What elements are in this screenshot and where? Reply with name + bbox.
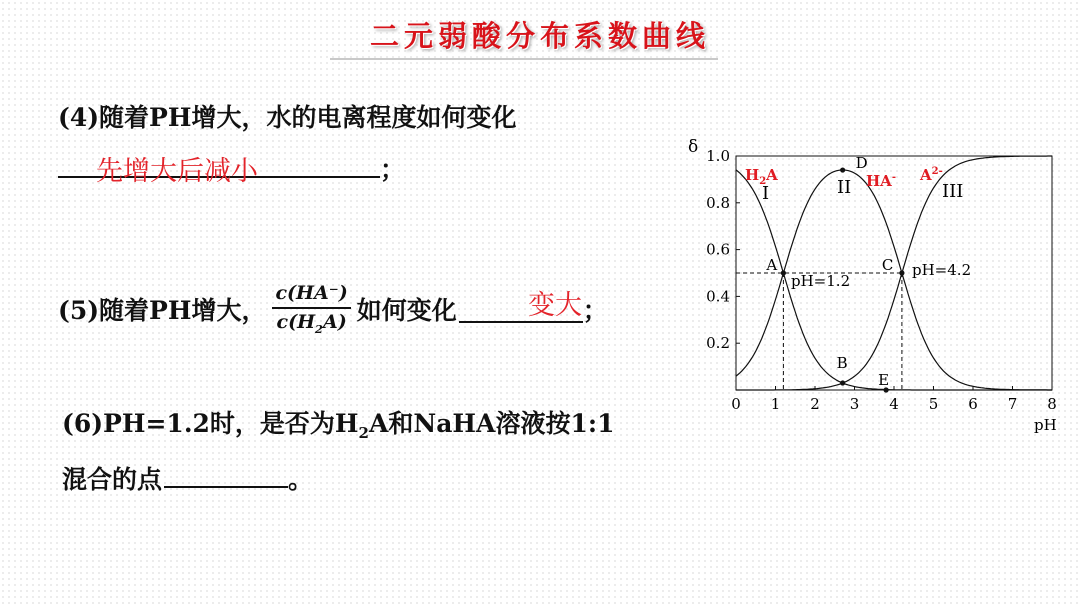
label-roman-ii: II bbox=[837, 177, 852, 198]
x-tick-label: 8 bbox=[1047, 395, 1057, 413]
x-tick-label: 5 bbox=[928, 395, 939, 413]
page-title: 二元弱酸分布系数曲线 bbox=[369, 19, 710, 53]
question-6: (6)PH=1.2时，是否为$H_2A$和NaHA溶液按1:1 bbox=[62, 409, 615, 442]
point-d bbox=[840, 167, 845, 172]
point-label-b: B bbox=[836, 353, 848, 372]
label-roman-iii: III bbox=[942, 181, 964, 202]
x-tick-label: 2 bbox=[810, 395, 820, 413]
point-a bbox=[781, 270, 786, 275]
y-tick-label: 0.4 bbox=[706, 287, 730, 306]
curve-h2a bbox=[736, 170, 1052, 390]
q5-suffix: 如何变化 bbox=[356, 295, 457, 325]
x-tick-label: 3 bbox=[849, 395, 860, 413]
y-tick-label: 1.0 bbox=[706, 147, 730, 165]
point-label-a: A bbox=[766, 256, 778, 274]
x-tick-label: 6 bbox=[968, 395, 978, 413]
point-label-c: C bbox=[881, 256, 894, 274]
y-tick-label: 0.6 bbox=[706, 240, 730, 259]
point-label-e: E bbox=[878, 371, 890, 389]
point-label-d: D bbox=[855, 154, 868, 173]
q5-terminal: ； bbox=[582, 295, 608, 325]
x-tick-label: 0 bbox=[731, 395, 741, 413]
series-label-a2: $A^{2-}$ bbox=[920, 166, 943, 184]
fraction-numerator: c(HA⁻) bbox=[272, 282, 350, 309]
label-roman-i: I bbox=[762, 183, 770, 204]
pka1-annotation: pH=1.2 bbox=[791, 272, 851, 290]
x-tick-label: 7 bbox=[1007, 395, 1018, 413]
x-tick-label: 1 bbox=[770, 395, 781, 413]
x-axis-label: pH bbox=[1034, 416, 1057, 434]
answer-4: 先增大后减小 bbox=[96, 156, 258, 187]
point-b bbox=[840, 380, 845, 385]
series-label-h2a: $H_2A$ bbox=[745, 166, 778, 187]
curve-ha bbox=[736, 170, 1052, 390]
y-axis-label: δ bbox=[688, 137, 699, 157]
question-6-line2: 混合的点 。 bbox=[62, 460, 313, 496]
y-tick-label: 0.2 bbox=[706, 334, 730, 353]
series-label-ha: HA- bbox=[866, 172, 896, 190]
y-tick-label: 0.8 bbox=[706, 193, 730, 212]
x-tick-label: 4 bbox=[889, 395, 899, 413]
q4-terminal: ； bbox=[380, 155, 406, 184]
point-c bbox=[899, 270, 904, 275]
pka2-annotation: pH=4.2 bbox=[912, 261, 972, 279]
fraction-denominator: $c(H_2A)$ bbox=[276, 310, 347, 336]
answer-5: 变大 bbox=[528, 290, 582, 321]
q5-prefix: (5)随着PH增大， bbox=[58, 295, 267, 325]
question-4: (4)随着PH增大，水的电离程度如何变化 bbox=[58, 103, 517, 132]
